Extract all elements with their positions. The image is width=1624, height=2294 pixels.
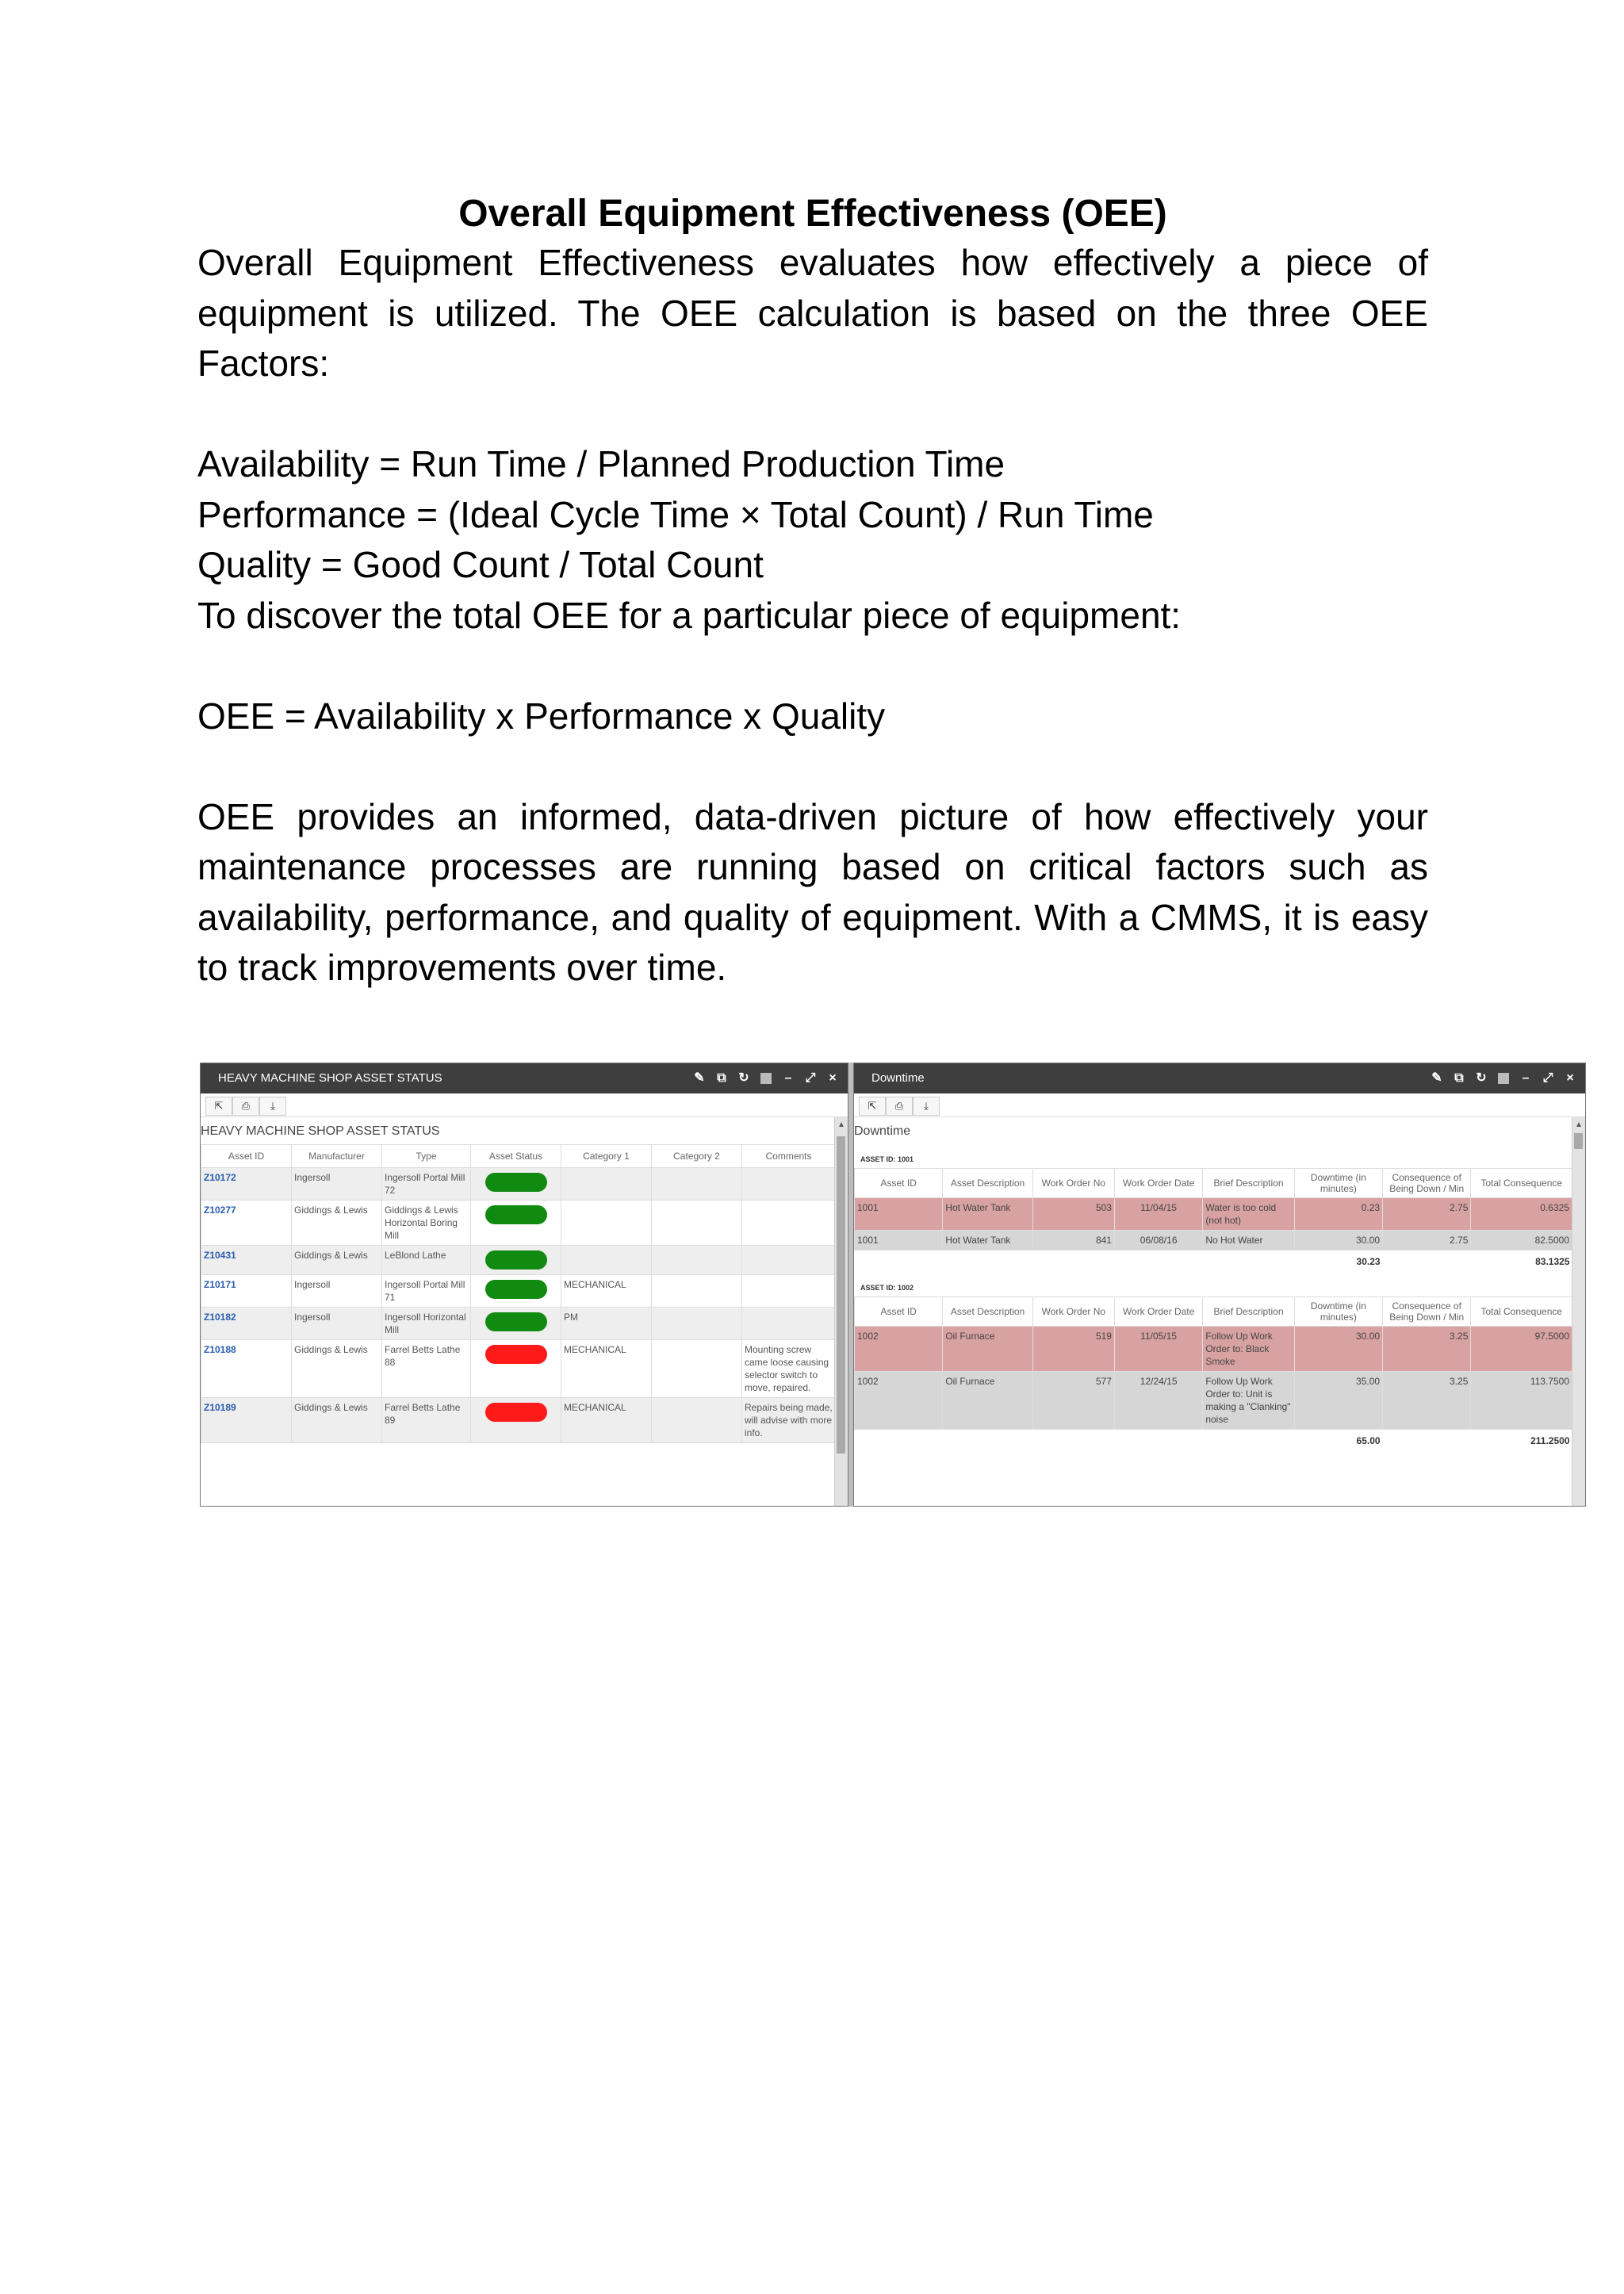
cell-type: Ingersoll Portal Mill 72	[382, 1168, 471, 1201]
column-header[interactable]: Brief Description	[1203, 1169, 1294, 1198]
column-header[interactable]: Consequence of Being Down / Min	[1383, 1169, 1471, 1198]
document-title: Overall Equipment Effectiveness (OEE)	[458, 193, 1167, 235]
cell-cat1: MECHANICAL	[561, 1275, 652, 1308]
cell-type: Farrel Betts Lathe 89	[382, 1398, 471, 1443]
intro-paragraph: Overall Equipment Effectiveness evaluates how effectively a piece of equipment is utilized. The OEE calculation is based on the three OEE Factors:	[197, 242, 1428, 384]
column-header[interactable]: Work Order Date	[1114, 1169, 1202, 1198]
cell-comments	[742, 1308, 836, 1340]
downtime-table	[854, 1296, 1572, 1452]
column-header[interactable]: Category 1	[561, 1145, 652, 1168]
cell-id[interactable]: 1002	[855, 1372, 943, 1430]
panel-tools	[1431, 1063, 1576, 1093]
sum-downtime: 65.00	[1356, 1435, 1381, 1446]
asset-status-panel-header	[201, 1063, 848, 1093]
column-header[interactable]: Total Consequence	[1471, 1169, 1572, 1198]
cell-id[interactable]: Z10188	[201, 1340, 292, 1398]
cmms-screenshot	[200, 1063, 1586, 1507]
column-header[interactable]: Asset Description	[943, 1169, 1032, 1198]
cell-cat2	[652, 1246, 742, 1275]
status-indicator	[485, 1205, 547, 1224]
downtime-groups	[854, 1144, 1585, 1452]
scroll-up-icon[interactable]: ▲	[1575, 1120, 1583, 1129]
table-row[interactable]	[855, 1198, 1572, 1231]
column-header[interactable]: Total Consequence	[1471, 1297, 1572, 1327]
downtime-header-row	[855, 1297, 1572, 1327]
cell-brief: Water is too cold (not hot)	[1203, 1198, 1294, 1231]
empty-cell	[1383, 1430, 1471, 1453]
cell-brief: Follow Up Work Order to: Black Smoke	[1203, 1327, 1294, 1372]
expand-icon[interactable]: ⤢	[1542, 1071, 1553, 1085]
download-icon[interactable]: ⤓	[259, 1097, 286, 1116]
cell-manufacturer: Giddings & Lewis	[292, 1246, 382, 1275]
downtime-panel	[853, 1063, 1586, 1507]
status-indicator	[485, 1403, 547, 1422]
discover-text: To discover the total OEE for a particular piece of equipment:	[197, 594, 1182, 636]
sum-total: 211.2500	[1530, 1435, 1570, 1446]
empty-cell	[1203, 1250, 1294, 1273]
asset-status-toolbar	[201, 1093, 848, 1117]
cell-id[interactable]: Z10182	[201, 1308, 292, 1340]
square-icon[interactable]	[1498, 1073, 1509, 1084]
empty-cell	[943, 1250, 1032, 1273]
availability-formula: Availability = Run Time / Planned Production Time	[197, 443, 1005, 484]
square-icon[interactable]	[760, 1073, 772, 1084]
scroll-up-icon[interactable]: ▲	[837, 1120, 845, 1129]
cell-cons: 2.75	[1383, 1198, 1471, 1231]
cell-total: 97.5000	[1471, 1327, 1572, 1372]
sum-total: 83.1325	[1535, 1256, 1570, 1267]
cell-desc: Oil Furnace	[943, 1372, 1032, 1430]
cell-downtime: 30.00	[1294, 1327, 1382, 1372]
oee-formula: OEE = Availability x Performance x Quality	[197, 695, 886, 737]
cell-manufacturer: Ingersoll	[292, 1168, 382, 1201]
cell-wo[interactable]: 503	[1032, 1198, 1114, 1231]
status-indicator	[485, 1250, 547, 1270]
cell-manufacturer: Ingersoll	[292, 1275, 382, 1308]
open-external-icon[interactable]: ⇱	[205, 1097, 232, 1116]
downtime-header-row	[855, 1169, 1572, 1198]
close-icon[interactable]: ×	[829, 1071, 837, 1085]
empty-cell	[1032, 1250, 1114, 1273]
cell-downtime: 35.00	[1294, 1372, 1382, 1430]
cell-comments: Repairs being made, will advise with more info.	[742, 1398, 836, 1443]
cell-id[interactable]: Z10431	[201, 1246, 292, 1275]
cell-comments	[742, 1201, 836, 1246]
table-row[interactable]	[201, 1168, 836, 1201]
status-indicator	[485, 1173, 547, 1192]
cell-cat1	[561, 1246, 652, 1275]
print-icon[interactable]: ⎙	[232, 1097, 259, 1116]
cell-status	[471, 1275, 561, 1308]
edit-icon[interactable]: ✎	[694, 1071, 705, 1085]
table-row[interactable]	[201, 1275, 836, 1308]
export-icon[interactable]: ⧉	[1454, 1071, 1464, 1085]
cell-cat1	[561, 1168, 652, 1201]
status-indicator	[485, 1312, 547, 1331]
column-header[interactable]: Work Order No	[1032, 1297, 1114, 1327]
cell-total: 0.6325	[1471, 1198, 1572, 1231]
cell-date: 06/08/16	[1114, 1231, 1202, 1250]
cell-comments	[742, 1246, 836, 1275]
print-icon[interactable]: ⎙	[886, 1097, 913, 1116]
cell-total: 113.7500	[1471, 1372, 1572, 1430]
cell-status	[471, 1308, 561, 1340]
cell-cat2	[652, 1201, 742, 1246]
downtime-scrollbar[interactable]	[1572, 1117, 1585, 1506]
cell-wo[interactable]: 577	[1032, 1372, 1114, 1430]
empty-cell	[855, 1250, 943, 1273]
cell-cat1: MECHANICAL	[561, 1398, 652, 1443]
column-header[interactable]: Downtime (in minutes)	[1294, 1297, 1382, 1327]
downtime-panel-title: Downtime	[871, 1071, 925, 1085]
cell-cat2	[652, 1168, 742, 1201]
cell-status	[471, 1168, 561, 1201]
table-row[interactable]	[201, 1201, 836, 1246]
conclusion-paragraph: OEE provides an informed, data-driven picture of how effectively your maintenance processes are running based on critical factors such as availability, performance, and quality of equipment. With a CMMS, it is easy to track improvements over time.	[197, 795, 1428, 988]
empty-cell	[855, 1430, 943, 1453]
table-row[interactable]	[201, 1340, 836, 1398]
asset-status-scrollbar[interactable]	[834, 1117, 848, 1506]
cell-status	[471, 1246, 561, 1275]
cell-wo[interactable]: 841	[1032, 1231, 1114, 1250]
cell-manufacturer: Ingersoll	[292, 1308, 382, 1340]
cell-status	[471, 1340, 561, 1398]
empty-cell	[1383, 1250, 1471, 1273]
asset-status-panel-title: HEAVY MACHINE SHOP ASSET STATUS	[218, 1071, 442, 1085]
cell-desc: Oil Furnace	[943, 1327, 1032, 1372]
cell-cat2	[652, 1308, 742, 1340]
downtime-toolbar	[854, 1093, 1585, 1117]
cell-type: Farrel Betts Lathe 88	[382, 1340, 471, 1398]
cell-id[interactable]: Z10171	[201, 1275, 292, 1308]
refresh-icon[interactable]: ↻	[1476, 1071, 1487, 1085]
refresh-icon[interactable]: ↻	[738, 1071, 749, 1085]
group-total-row	[855, 1250, 1572, 1273]
export-icon[interactable]: ⧉	[717, 1071, 726, 1085]
column-header[interactable]: Type	[382, 1145, 471, 1168]
downtime-panel-header	[854, 1063, 1585, 1093]
cell-cat1	[561, 1201, 652, 1246]
asset-status-panel	[200, 1063, 848, 1507]
table-row[interactable]	[201, 1308, 836, 1340]
download-icon[interactable]: ⤓	[913, 1097, 940, 1116]
cell-status	[471, 1201, 561, 1246]
cell-id[interactable]: Z10172	[201, 1168, 292, 1201]
column-header[interactable]: Consequence of Being Down / Min	[1383, 1297, 1471, 1327]
table-row[interactable]	[855, 1372, 1572, 1430]
cell-id[interactable]: Z10189	[201, 1398, 292, 1443]
table-row[interactable]	[201, 1398, 836, 1443]
column-header[interactable]: Asset Description	[943, 1297, 1032, 1327]
asset-status-header-row	[201, 1145, 836, 1168]
column-header[interactable]: Category 2	[652, 1145, 742, 1168]
cell-cat1: MECHANICAL	[561, 1340, 652, 1398]
cell-downtime: 0.23	[1294, 1198, 1382, 1231]
document-body	[197, 190, 1428, 994]
edit-icon[interactable]: ✎	[1431, 1071, 1442, 1085]
cell-id[interactable]: 1002	[855, 1327, 943, 1372]
column-header[interactable]: Manufacturer	[292, 1145, 382, 1168]
column-header[interactable]: Work Order Date	[1114, 1297, 1202, 1327]
cell-cons: 3.25	[1383, 1327, 1471, 1372]
empty-cell	[1032, 1430, 1114, 1453]
empty-cell	[1114, 1430, 1202, 1453]
cell-type: Giddings & Lewis Horizontal Boring Mill	[382, 1201, 471, 1246]
column-header[interactable]: Asset Status	[471, 1145, 561, 1168]
column-header[interactable]: Asset ID	[855, 1297, 943, 1327]
cell-desc: Hot Water Tank	[943, 1231, 1032, 1250]
expand-icon[interactable]: ⤢	[805, 1071, 816, 1085]
cell-id[interactable]: 1001	[855, 1198, 943, 1231]
cell-type: Ingersoll Horizontal Mill	[382, 1308, 471, 1340]
column-header[interactable]: Asset ID	[201, 1145, 292, 1168]
cell-date: 12/24/15	[1114, 1372, 1202, 1430]
panel-tools	[694, 1063, 838, 1093]
empty-cell	[943, 1430, 1032, 1453]
asset-status-subtitle: HEAVY MACHINE SHOP ASSET STATUS	[201, 1124, 440, 1138]
status-indicator	[485, 1280, 547, 1299]
sum-downtime: 30.23	[1356, 1256, 1381, 1267]
empty-cell	[1114, 1250, 1202, 1273]
cell-id[interactable]: Z10277	[201, 1201, 292, 1246]
asset-status-table	[201, 1144, 836, 1443]
cell-brief: No Hot Water	[1203, 1231, 1294, 1250]
cell-comments	[742, 1168, 836, 1201]
cell-status	[471, 1398, 561, 1443]
cell-manufacturer: Giddings & Lewis	[292, 1201, 382, 1246]
cell-cat2	[652, 1275, 742, 1308]
cell-downtime: 30.00	[1294, 1231, 1382, 1250]
cell-comments	[742, 1275, 836, 1308]
column-header[interactable]: Downtime (in minutes)	[1294, 1169, 1382, 1198]
group-total-row	[855, 1430, 1572, 1453]
cell-cat2	[652, 1398, 742, 1443]
scrollbar-thumb[interactable]	[837, 1136, 845, 1453]
column-header[interactable]: Asset ID	[855, 1169, 943, 1198]
cell-comments: Mounting screw came loose causing selector switch to move, repaired.	[742, 1340, 836, 1398]
cell-total: 82.5000	[1471, 1231, 1572, 1250]
quality-formula: Quality = Good Count / Total Count	[197, 544, 764, 585]
cell-cat1: PM	[561, 1308, 652, 1340]
group-label: ASSET ID: 1001	[860, 1155, 914, 1163]
status-indicator	[485, 1345, 547, 1364]
downtime-subtitle: Downtime	[854, 1124, 911, 1138]
empty-cell	[1203, 1430, 1294, 1453]
performance-formula: Performance = (Ideal Cycle Time × Total Count) / Run Time	[197, 493, 1154, 535]
column-header[interactable]: Work Order No	[1032, 1169, 1114, 1198]
cell-manufacturer: Giddings & Lewis	[292, 1340, 382, 1398]
cell-wo[interactable]: 519	[1032, 1327, 1114, 1372]
table-row[interactable]	[855, 1231, 1572, 1250]
cell-date: 11/05/15	[1114, 1327, 1202, 1372]
cell-cat2	[652, 1340, 742, 1398]
scrollbar-thumb[interactable]	[1574, 1133, 1583, 1149]
cell-id[interactable]: 1001	[855, 1231, 943, 1250]
minimize-icon[interactable]: –	[784, 1071, 792, 1085]
table-row[interactable]	[855, 1327, 1572, 1372]
cell-type: LeBlond Lathe	[382, 1246, 471, 1275]
cell-cons: 2.75	[1383, 1231, 1471, 1250]
downtime-table	[854, 1168, 1572, 1273]
column-header[interactable]: Comments	[742, 1145, 836, 1168]
cell-type: Ingersoll Portal Mill 71	[382, 1275, 471, 1308]
cell-manufacturer: Giddings & Lewis	[292, 1398, 382, 1443]
column-header[interactable]: Brief Description	[1203, 1297, 1294, 1327]
table-row[interactable]	[201, 1246, 836, 1275]
cell-desc: Hot Water Tank	[943, 1198, 1032, 1231]
minimize-icon[interactable]: –	[1522, 1071, 1530, 1085]
cell-date: 11/04/15	[1114, 1198, 1202, 1231]
group-label: ASSET ID: 1002	[860, 1284, 914, 1292]
close-icon[interactable]: ×	[1566, 1071, 1574, 1085]
open-external-icon[interactable]: ⇱	[859, 1097, 886, 1116]
cell-brief: Follow Up Work Order to: Unit is making a "Clanking" noise	[1203, 1372, 1294, 1430]
cell-cons: 3.25	[1383, 1372, 1471, 1430]
